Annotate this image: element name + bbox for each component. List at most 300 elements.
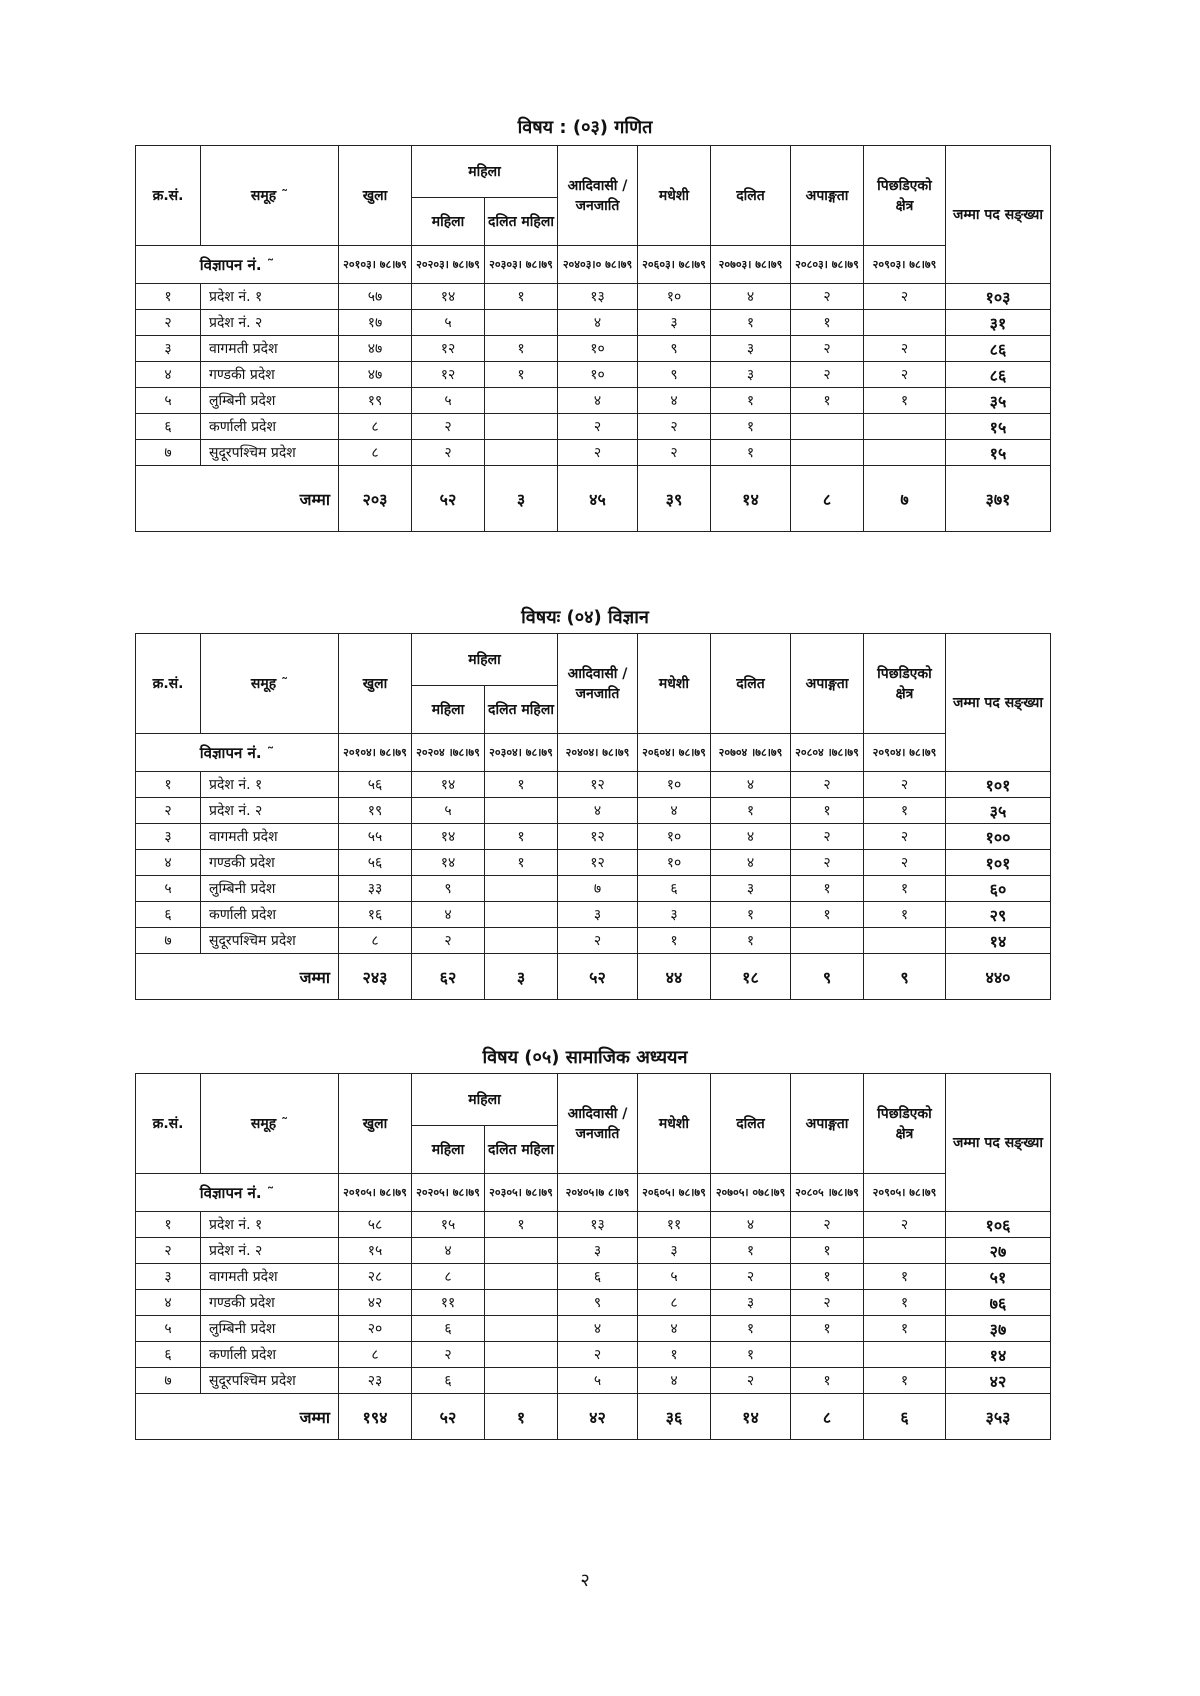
column-total: १८ <box>711 954 791 1000</box>
table-cell: १ <box>791 798 864 824</box>
table-cell: ६ <box>412 1368 485 1394</box>
header-total-posts: जम्मा पद सङ्ख्या <box>946 634 1051 772</box>
table-cell: ४ <box>558 1316 638 1342</box>
table-cell: २८ <box>339 1264 412 1290</box>
table-cell: २ <box>864 1212 946 1238</box>
header-group: समूह ˜ <box>201 1074 339 1174</box>
row-total: २७ <box>946 1238 1051 1264</box>
table-cell: २ <box>412 440 485 466</box>
table-cell: १२ <box>412 362 485 388</box>
table-cell: ११ <box>638 1212 711 1238</box>
table-cell: २ <box>638 440 711 466</box>
table-cell: १ <box>864 902 946 928</box>
table-cell: १ <box>485 362 558 388</box>
table-cell: ४७ <box>339 336 412 362</box>
table-cell: १ <box>864 876 946 902</box>
table-cell: १ <box>485 772 558 798</box>
province-name: कर्णाली प्रदेश <box>201 414 339 440</box>
table-cell: २ <box>412 928 485 954</box>
table-cell: २ <box>864 772 946 798</box>
table-row <box>136 902 1051 928</box>
advert-number-label: विज्ञापन नं. ˜ <box>136 246 339 284</box>
table-cell: १ <box>485 824 558 850</box>
province-name: प्रदेश नं. २ <box>201 1238 339 1264</box>
header-row <box>136 1074 1051 1126</box>
table-cell: ४ <box>638 798 711 824</box>
table-cell: १ <box>711 1316 791 1342</box>
column-total: ४५ <box>558 466 638 532</box>
advert-code: २०३०५। ७८।७९ <box>485 1174 558 1212</box>
province-name: लुम्बिनी प्रदेश <box>201 388 339 414</box>
table-row <box>136 1368 1051 1394</box>
table-cell: ६ <box>412 1316 485 1342</box>
table-cell <box>485 1264 558 1290</box>
table-cell: १ <box>864 1264 946 1290</box>
advert-code: २०७०३। ७८।७९ <box>711 246 791 284</box>
table-row <box>136 928 1051 954</box>
totals-label: जम्मा <box>136 1394 339 1440</box>
table-cell: १५ <box>339 1238 412 1264</box>
table-cell: २ <box>711 1264 791 1290</box>
province-name: लुम्बिनी प्रदेश <box>201 1316 339 1342</box>
header-women: महिला <box>412 686 485 734</box>
serial-number: ३ <box>136 1264 201 1290</box>
advert-code: २०४०३।० ७८।७९ <box>558 246 638 284</box>
province-name: प्रदेश नं. २ <box>201 798 339 824</box>
table-cell: १ <box>485 1212 558 1238</box>
column-total: ५२ <box>412 466 485 532</box>
table-cell: ३ <box>558 902 638 928</box>
column-total: २०३ <box>339 466 412 532</box>
table-cell: २ <box>412 414 485 440</box>
table-cell: ६ <box>558 1264 638 1290</box>
table-cell: १९ <box>339 798 412 824</box>
row-total: ३५ <box>946 798 1051 824</box>
table-cell <box>791 928 864 954</box>
grand-total: ३७१ <box>946 466 1051 532</box>
section-title-social-studies: विषय (०५) सामाजिक अध्ययन <box>482 1047 688 1068</box>
advert-code: २०१०५। ७८।७९ <box>339 1174 412 1212</box>
table-cell: १ <box>864 798 946 824</box>
table-cell: १ <box>638 1342 711 1368</box>
column-total: ९ <box>864 954 946 1000</box>
header-group: समूह ˜ <box>201 634 339 734</box>
table-cell: ९ <box>558 1290 638 1316</box>
table-cell: १० <box>638 850 711 876</box>
totals-row <box>136 466 1051 532</box>
advert-number-label: विज्ञापन नं. ˜ <box>136 1174 339 1212</box>
table-cell: १३ <box>558 284 638 310</box>
table-cell: ५ <box>558 1368 638 1394</box>
header-open: खुला <box>339 1074 412 1174</box>
table-cell <box>485 388 558 414</box>
row-total: ५१ <box>946 1264 1051 1290</box>
province-name: वागमती प्रदेश <box>201 336 339 362</box>
totals-label: जम्मा <box>136 954 339 1000</box>
serial-number: ६ <box>136 902 201 928</box>
table-cell: ६ <box>638 876 711 902</box>
header-backward-region: पिछडिएको क्षेत्र <box>864 634 946 734</box>
serial-number: ६ <box>136 414 201 440</box>
row-total: १०० <box>946 824 1051 850</box>
table-cell: २ <box>711 1368 791 1394</box>
table-row <box>136 388 1051 414</box>
header-madheshi: मधेशी <box>638 1074 711 1174</box>
table-cell <box>485 1290 558 1316</box>
table-cell: ८ <box>339 440 412 466</box>
table-cell: २ <box>791 1290 864 1316</box>
table-cell: ४ <box>711 824 791 850</box>
table-cell <box>791 1342 864 1368</box>
province-name: कर्णाली प्रदेश <box>201 1342 339 1368</box>
table-cell: १ <box>638 928 711 954</box>
table-cell: २० <box>339 1316 412 1342</box>
table-cell <box>485 310 558 336</box>
table-cell: १ <box>791 310 864 336</box>
table-cell: १२ <box>558 850 638 876</box>
table-cell: ३३ <box>339 876 412 902</box>
column-total: १ <box>485 1394 558 1440</box>
table-cell: १ <box>485 336 558 362</box>
table-cell: ४२ <box>339 1290 412 1316</box>
table-row <box>136 850 1051 876</box>
table-cell <box>864 1238 946 1264</box>
table-cell <box>864 310 946 336</box>
advert-code: २०२०४ ।७८।७९ <box>412 734 485 772</box>
table-cell: ५ <box>638 1264 711 1290</box>
table-social-studies <box>135 1073 1051 1440</box>
province-name: सुदूरपश्चिम प्रदेश <box>201 928 339 954</box>
table-cell: १ <box>711 1238 791 1264</box>
serial-number: २ <box>136 310 201 336</box>
table-cell: ४ <box>412 1238 485 1264</box>
table-cell: ४ <box>558 798 638 824</box>
column-total: ३ <box>485 954 558 1000</box>
table-cell: ३ <box>638 902 711 928</box>
table-cell: १६ <box>339 902 412 928</box>
table-science <box>135 633 1051 1000</box>
table-cell: ५७ <box>339 284 412 310</box>
header-disability: अपाङ्गता <box>791 1074 864 1174</box>
table-cell: ४ <box>711 850 791 876</box>
table-cell: १ <box>791 876 864 902</box>
province-name: वागमती प्रदेश <box>201 824 339 850</box>
table-cell: १० <box>638 772 711 798</box>
row-total: १४ <box>946 928 1051 954</box>
table-cell: २ <box>864 362 946 388</box>
serial-number: ४ <box>136 362 201 388</box>
table-cell <box>485 414 558 440</box>
table-cell <box>864 1342 946 1368</box>
column-total: ८ <box>791 1394 864 1440</box>
table-cell: ३ <box>638 310 711 336</box>
table-cell <box>485 1342 558 1368</box>
column-total: ४४ <box>638 954 711 1000</box>
totals-row <box>136 1394 1051 1440</box>
table-cell: २ <box>791 772 864 798</box>
province-name: प्रदेश नं. १ <box>201 772 339 798</box>
table-cell: १ <box>485 850 558 876</box>
serial-number: २ <box>136 798 201 824</box>
table-cell <box>864 928 946 954</box>
advert-code: २०८०४ ।७८।७९ <box>791 734 864 772</box>
advert-code: २०४०५।७ ८।७९ <box>558 1174 638 1212</box>
serial-number: १ <box>136 1212 201 1238</box>
serial-number: १ <box>136 772 201 798</box>
table-cell: १ <box>711 902 791 928</box>
serial-number: ५ <box>136 1316 201 1342</box>
table-cell: ७ <box>558 876 638 902</box>
section-title-math: विषय : (०३) गणित <box>517 117 653 138</box>
table-cell: २ <box>791 1212 864 1238</box>
row-total: १५ <box>946 440 1051 466</box>
table-row <box>136 1238 1051 1264</box>
serial-number: ७ <box>136 928 201 954</box>
table-cell: ८ <box>339 1342 412 1368</box>
header-row <box>136 634 1051 686</box>
table-cell: ५६ <box>339 850 412 876</box>
table-cell: ५८ <box>339 1212 412 1238</box>
serial-number: २ <box>136 1238 201 1264</box>
table-cell: २ <box>412 1342 485 1368</box>
table-cell: १ <box>485 284 558 310</box>
advert-code: २०७०४ ।७८।७९ <box>711 734 791 772</box>
serial-number: ६ <box>136 1342 201 1368</box>
column-total: ६२ <box>412 954 485 1000</box>
totals-label: जम्मा <box>136 466 339 532</box>
province-name: प्रदेश नं. १ <box>201 1212 339 1238</box>
table-cell: ४ <box>638 1316 711 1342</box>
table-cell: १ <box>711 928 791 954</box>
table-cell: १० <box>638 824 711 850</box>
header-serial: क्र.सं. <box>136 634 201 734</box>
row-total: ३१ <box>946 310 1051 336</box>
advert-code-row <box>136 1174 1051 1212</box>
table-cell: १५ <box>412 1212 485 1238</box>
serial-number: ४ <box>136 850 201 876</box>
table-cell: १ <box>791 902 864 928</box>
table-cell: २ <box>638 414 711 440</box>
table-cell: २ <box>864 336 946 362</box>
serial-number: ४ <box>136 1290 201 1316</box>
table-cell <box>864 414 946 440</box>
header-dalit: दलित <box>711 146 791 246</box>
table-cell: ४ <box>711 1212 791 1238</box>
table-cell: ९ <box>638 336 711 362</box>
header-disability: अपाङ्गता <box>791 146 864 246</box>
table-row <box>136 1342 1051 1368</box>
table-cell: १० <box>638 284 711 310</box>
province-name: लुम्बिनी प्रदेश <box>201 876 339 902</box>
header-open: खुला <box>339 146 412 246</box>
table-cell <box>791 414 864 440</box>
table-cell: २ <box>864 284 946 310</box>
page-number: २ <box>580 1570 590 1591</box>
table-cell: १३ <box>558 1212 638 1238</box>
row-total: ७६ <box>946 1290 1051 1316</box>
table-cell: २ <box>558 440 638 466</box>
table-cell: २ <box>558 414 638 440</box>
table-cell: ४७ <box>339 362 412 388</box>
table-cell: १ <box>864 1316 946 1342</box>
table-cell: ४ <box>638 1368 711 1394</box>
advert-code: २०६०५। ७८।७९ <box>638 1174 711 1212</box>
table-cell: २ <box>791 850 864 876</box>
table-cell: ८ <box>638 1290 711 1316</box>
table-cell: १ <box>864 1290 946 1316</box>
header-dalit-women: दलित महिला <box>485 198 558 246</box>
advert-code: २०३०४। ७८।७९ <box>485 734 558 772</box>
table-row <box>136 876 1051 902</box>
table-cell: १७ <box>339 310 412 336</box>
column-total: ५२ <box>412 1394 485 1440</box>
header-serial: क्र.सं. <box>136 1074 201 1174</box>
row-total: ३७ <box>946 1316 1051 1342</box>
advert-code: २०६०३। ७८।७९ <box>638 246 711 284</box>
advert-code-row <box>136 246 1051 284</box>
serial-number: ७ <box>136 1368 201 1394</box>
table-row <box>136 440 1051 466</box>
advert-code: २०८०५ ।७८।७९ <box>791 1174 864 1212</box>
table-cell: ५ <box>412 388 485 414</box>
province-name: प्रदेश नं. २ <box>201 310 339 336</box>
table-cell: १ <box>711 414 791 440</box>
table-cell: २ <box>558 1342 638 1368</box>
table-cell: १२ <box>412 336 485 362</box>
column-total: २४३ <box>339 954 412 1000</box>
table-cell: १० <box>558 336 638 362</box>
province-name: कर्णाली प्रदेश <box>201 902 339 928</box>
table-cell <box>485 1316 558 1342</box>
header-total-posts: जम्मा पद सङ्ख्या <box>946 1074 1051 1212</box>
serial-number: ३ <box>136 336 201 362</box>
column-total: ९ <box>791 954 864 1000</box>
table-cell: १ <box>711 388 791 414</box>
table-row <box>136 284 1051 310</box>
column-total: ५२ <box>558 954 638 1000</box>
table-cell: ४ <box>558 388 638 414</box>
table-cell: ३ <box>711 336 791 362</box>
header-madheshi: मधेशी <box>638 634 711 734</box>
header-dalit: दलित <box>711 1074 791 1174</box>
table-cell: १ <box>791 1264 864 1290</box>
table-cell: १ <box>791 388 864 414</box>
table-cell <box>485 798 558 824</box>
row-total: ६० <box>946 876 1051 902</box>
row-total: १४ <box>946 1342 1051 1368</box>
table-cell: २३ <box>339 1368 412 1394</box>
table-cell <box>485 928 558 954</box>
table-cell: २ <box>864 850 946 876</box>
header-dalit-women: दलित महिला <box>485 1126 558 1174</box>
table-cell: १० <box>558 362 638 388</box>
header-women-group: महिला <box>412 146 558 198</box>
advert-code: २०१०३। ७८।७९ <box>339 246 412 284</box>
table-cell: १४ <box>412 850 485 876</box>
table-row <box>136 772 1051 798</box>
table-cell: ५ <box>412 310 485 336</box>
header-women: महिला <box>412 1126 485 1174</box>
table-cell: १४ <box>412 284 485 310</box>
serial-number: ३ <box>136 824 201 850</box>
table-cell: १ <box>711 440 791 466</box>
table-cell: ५ <box>412 798 485 824</box>
column-total: १९४ <box>339 1394 412 1440</box>
table-cell <box>485 876 558 902</box>
table-row <box>136 414 1051 440</box>
header-total-posts: जम्मा पद सङ्ख्या <box>946 146 1051 284</box>
header-indigenous: आदिवासी / जनजाति <box>558 146 638 246</box>
table-cell: ५६ <box>339 772 412 798</box>
advert-code: २०९०५। ७८।७९ <box>864 1174 946 1212</box>
table-cell: ३ <box>558 1238 638 1264</box>
advert-number-label: विज्ञापन नं. ˜ <box>136 734 339 772</box>
table-cell: ४ <box>711 772 791 798</box>
row-total: १०१ <box>946 850 1051 876</box>
row-total: ४२ <box>946 1368 1051 1394</box>
section-title-science: विषयः (०४) विज्ञान <box>521 607 649 628</box>
serial-number: १ <box>136 284 201 310</box>
table-row <box>136 1264 1051 1290</box>
row-total: १५ <box>946 414 1051 440</box>
table-cell: १९ <box>339 388 412 414</box>
header-indigenous: आदिवासी / जनजाति <box>558 1074 638 1174</box>
table-row <box>136 1316 1051 1342</box>
table-row <box>136 362 1051 388</box>
header-open: खुला <box>339 634 412 734</box>
advert-code-row <box>136 734 1051 772</box>
table-cell: १ <box>711 798 791 824</box>
column-total: ८ <box>791 466 864 532</box>
header-indigenous: आदिवासी / जनजाति <box>558 634 638 734</box>
table-math <box>135 145 1051 532</box>
province-name: गण्डकी प्रदेश <box>201 1290 339 1316</box>
table-cell: ८ <box>339 414 412 440</box>
table-cell: ५५ <box>339 824 412 850</box>
table-cell: १ <box>791 1238 864 1264</box>
advert-code: २०६०४। ७८।७९ <box>638 734 711 772</box>
row-total: १०१ <box>946 772 1051 798</box>
table-cell: ८ <box>339 928 412 954</box>
province-name: सुदूरपश्चिम प्रदेश <box>201 1368 339 1394</box>
table-cell: ८ <box>412 1264 485 1290</box>
table-cell <box>485 1238 558 1264</box>
column-total: ४२ <box>558 1394 638 1440</box>
table-cell: ३ <box>711 1290 791 1316</box>
column-total: ३६ <box>638 1394 711 1440</box>
province-name: सुदूरपश्चिम प्रदेश <box>201 440 339 466</box>
column-total: ३ <box>485 466 558 532</box>
header-dalit: दलित <box>711 634 791 734</box>
province-name: प्रदेश नं. १ <box>201 284 339 310</box>
table-row <box>136 824 1051 850</box>
column-total: ७ <box>864 466 946 532</box>
column-total: ६ <box>864 1394 946 1440</box>
table-cell: ९ <box>638 362 711 388</box>
table-cell: १ <box>864 388 946 414</box>
table-cell: ९ <box>412 876 485 902</box>
column-total: १४ <box>711 466 791 532</box>
table-cell <box>864 440 946 466</box>
table-cell <box>485 902 558 928</box>
header-women: महिला <box>412 198 485 246</box>
header-group: समूह ˜ <box>201 146 339 246</box>
header-madheshi: मधेशी <box>638 146 711 246</box>
header-dalit-women: दलित महिला <box>485 686 558 734</box>
table-cell: ४ <box>558 310 638 336</box>
table-cell: १ <box>711 1342 791 1368</box>
row-total: १०६ <box>946 1212 1051 1238</box>
